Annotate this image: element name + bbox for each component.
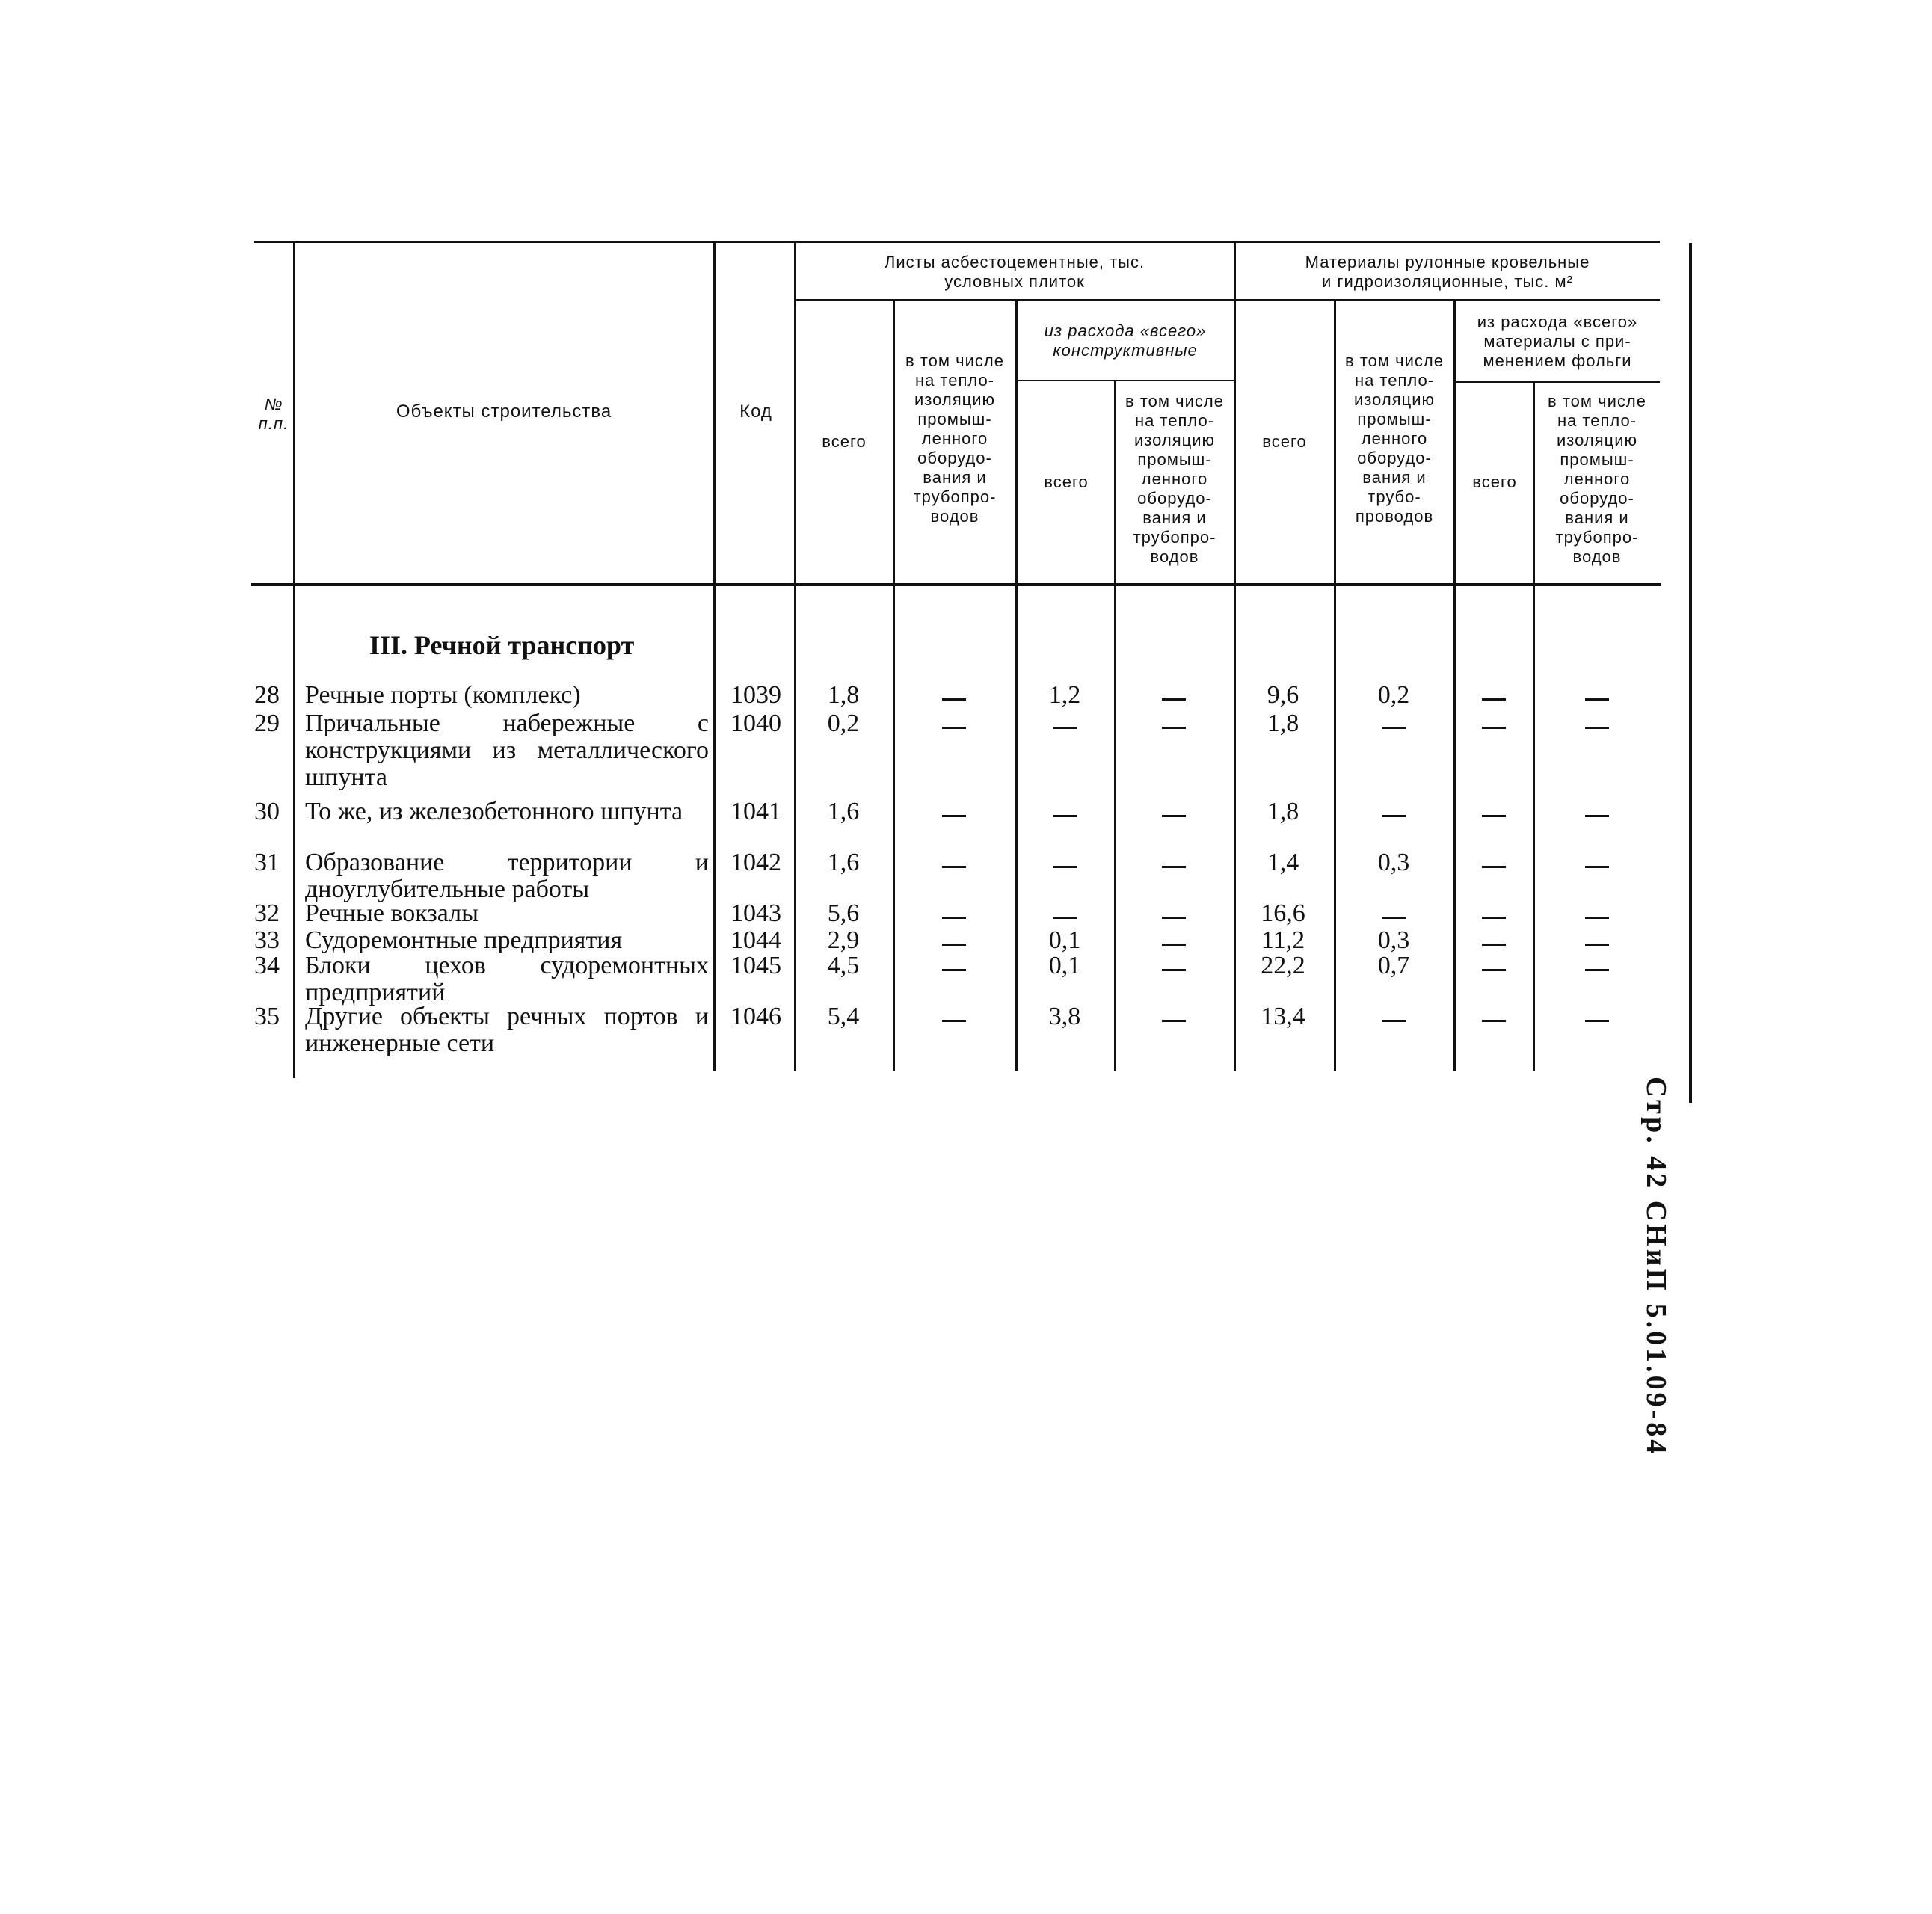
row-code: 1046 [730,1003,781,1030]
header-vsego-4: всего [1472,473,1517,491]
dash-mark [942,866,966,868]
row-number: 28 [254,681,280,709]
col-sep-incl1 [1015,299,1018,1071]
row-value: 2,9 [827,926,860,954]
dash-mark [1482,944,1506,946]
row-value: 22,2 [1261,952,1305,979]
col-sep-num [293,241,295,1078]
dash-mark [1482,815,1506,817]
row-number: 31 [254,849,280,876]
header-group-rolls: Материалы рулонные кровельные и гидроизоляционные, тыс. м² [1305,253,1590,291]
group1-underline [794,299,1234,301]
row-value: 0,1 [1048,952,1081,979]
row-number: 29 [254,710,280,737]
header-incl-1: в том числе на тепло- изоляцию промыш- ленного оборудо- вания и трубопро- водов [905,351,1004,526]
dash-mark [1382,727,1406,729]
row-value: 0,3 [1377,926,1410,954]
row-value: 1,6 [827,849,860,876]
row-number: 33 [254,926,280,954]
header-vsego-3: всего [1262,432,1307,451]
row-value: 1,8 [1267,710,1299,737]
dash-mark [1382,815,1406,817]
col-sep-code [794,241,796,1071]
row-object-name: То же, из железобетонного шпунта [305,798,683,825]
dash-mark [942,1020,966,1022]
header-incl-3: в том числе на тепло- изоляцию промыш- ленного оборудо- вания и трубо- проводов [1345,351,1444,526]
dash-mark [1482,969,1506,971]
col-sep-object [713,241,716,1071]
row-value: 0,1 [1048,926,1081,954]
row-value: 0,2 [1377,681,1410,709]
row-code: 1040 [730,710,781,737]
dash-mark [1162,727,1186,729]
dash-mark [1382,917,1406,919]
row-code: 1039 [730,681,781,709]
side-rule [1689,243,1692,1103]
dash-mark [1585,866,1609,868]
row-number: 35 [254,1003,280,1030]
row-value: 5,6 [827,899,860,927]
dash-mark [1053,917,1077,919]
header-group-sheets: Листы асбестоцементные, тыс. условных плиток [884,253,1145,291]
dash-mark [1162,815,1186,817]
header-num: № п.п. [258,395,289,433]
row-value: 1,4 [1267,849,1299,876]
row-object-name: Блоки цехов судоремонтных предприятий [305,952,709,1006]
dash-mark [1162,866,1186,868]
row-object-name: Речные порты (комплекс) [305,681,581,709]
header-incl-2: в том числе на тепло- изоляцию промыш- ленного оборудо- вания и трубопро- водов [1125,392,1224,566]
row-code: 1042 [730,849,781,876]
row-value: 1,2 [1048,681,1081,709]
row-value: 5,4 [827,1003,860,1030]
header-vsego-2: всего [1044,473,1089,491]
row-value: 4,5 [827,952,860,979]
dash-mark [1482,727,1506,729]
dash-mark [942,944,966,946]
constr-underline [1018,380,1235,381]
header-code: Код [739,401,772,422]
row-value: 13,4 [1261,1003,1305,1030]
row-code: 1044 [730,926,781,954]
dash-mark [1482,917,1506,919]
dash-mark [1053,727,1077,729]
dash-mark [1585,917,1609,919]
dash-mark [942,815,966,817]
page-side-header: Стр. 42 СНиП 5.01.09-84 [1640,1077,1672,1457]
dash-mark [942,727,966,729]
dash-mark [942,969,966,971]
row-value: 1,6 [827,798,860,825]
section-title: III. Речной транспорт [369,630,635,660]
row-object-name: Речные вокзалы [305,899,479,927]
row-object-name: Судоремонтные предприятия [305,926,623,954]
dash-mark [1585,1020,1609,1022]
col-sep-incl3 [1453,299,1456,1071]
row-value: 11,2 [1261,926,1305,954]
foil-underline [1456,381,1660,383]
dash-mark [1482,698,1506,701]
header-object: Объекты строительства [396,401,612,422]
header-bottom-rule [251,583,1661,586]
row-value: 1,8 [827,681,860,709]
dash-mark [1053,815,1077,817]
header-constructive: из расхода «всего» конструктивные [1044,321,1207,360]
row-value: 0,2 [827,710,860,737]
dash-mark [1585,815,1609,817]
row-code: 1041 [730,798,781,825]
table-top-rule [254,241,1660,243]
col-sep-group [1234,241,1236,1071]
dash-mark [1162,1020,1186,1022]
header-vsego-1: всего [822,432,867,451]
row-object-name: Причальные набережные с конструкциями из металлического шпунта [305,710,709,791]
dash-mark [1585,944,1609,946]
row-code: 1045 [730,952,781,979]
row-value: 0,7 [1377,952,1410,979]
dash-mark [1482,1020,1506,1022]
dash-mark [1382,1020,1406,1022]
row-value: 3,8 [1048,1003,1081,1030]
row-value: 16,6 [1261,899,1305,927]
dash-mark [1162,917,1186,919]
dash-mark [1162,944,1186,946]
dash-mark [942,698,966,701]
dash-mark [1585,969,1609,971]
row-value: 9,6 [1267,681,1299,709]
row-number: 32 [254,899,280,927]
dash-mark [1585,727,1609,729]
row-object-name: Другие объекты речных портов и инженерные сети [305,1003,709,1057]
header-incl-4: в том числе на тепло- изоляцию промыш- ленного оборудо- вания и трубопро- водов [1548,392,1646,566]
dash-mark [1162,698,1186,701]
row-value: 1,8 [1267,798,1299,825]
dash-mark [1162,969,1186,971]
dash-mark [1585,698,1609,701]
header-foil: из расхода «всего» материалы с при- менением фольги [1477,313,1638,370]
row-object-name: Образование территории и дноуглубительные работы [305,849,709,903]
dash-mark [942,917,966,919]
dash-mark [1482,866,1506,868]
row-code: 1043 [730,899,781,927]
dash-mark [1053,866,1077,868]
row-value: 0,3 [1377,849,1410,876]
row-number: 34 [254,952,280,979]
row-number: 30 [254,798,280,825]
group2-underline [1235,299,1660,301]
